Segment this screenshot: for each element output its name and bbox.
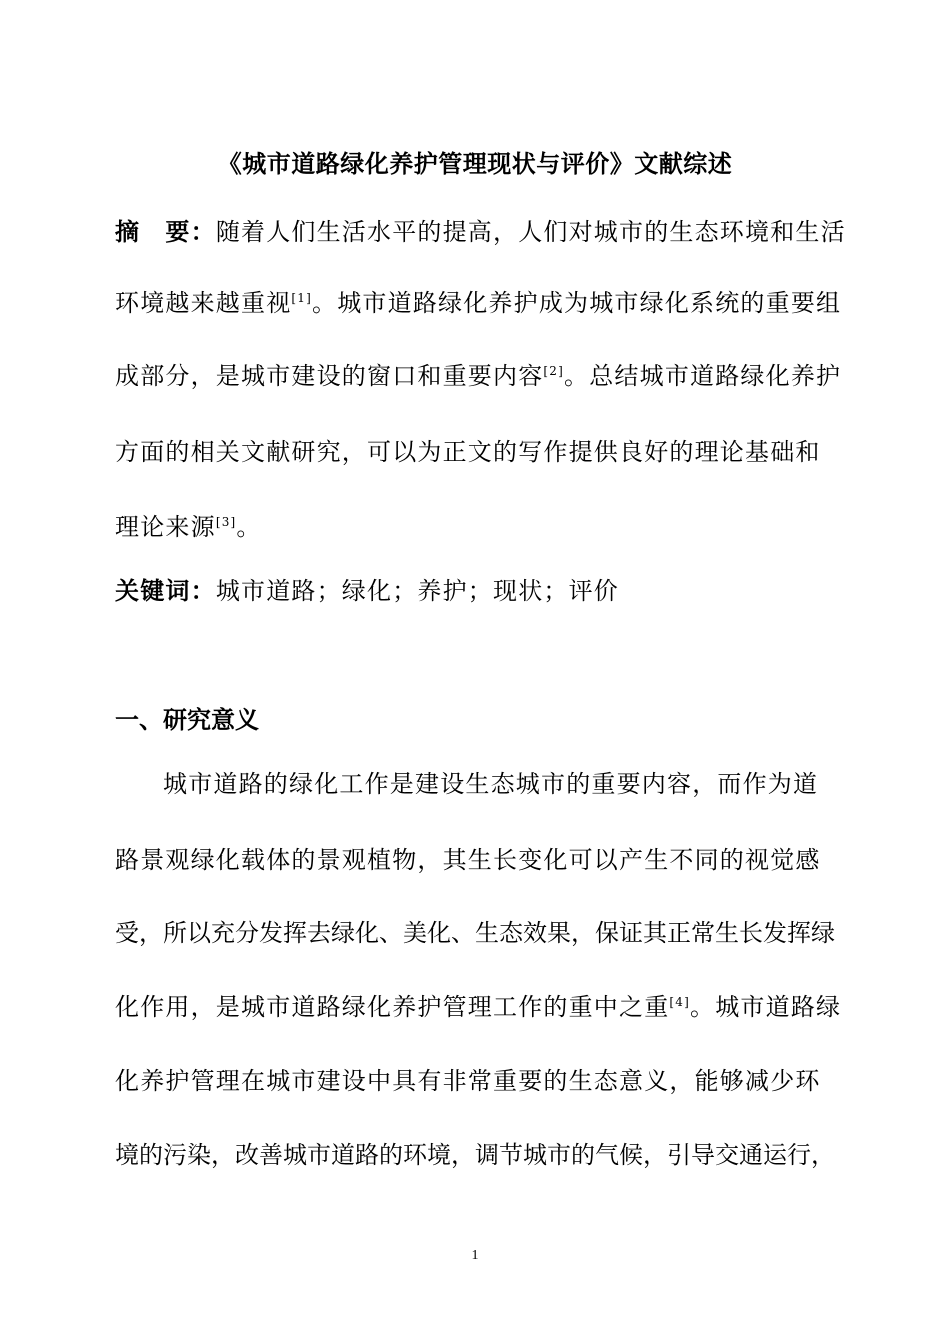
paragraph-text: 化作用，是城市道路绿化养护管理工作的重中之重: [115, 993, 670, 1021]
abstract-text: 。城市道路绿化养护成为城市绿化系统的重要组: [312, 289, 842, 317]
section-line-6: [115, 1135, 837, 1170]
citation-ref: [2]: [543, 364, 565, 378]
paragraph-text: 境的污染，改善城市道路的环境，调节城市的气候，引导交通运行，: [115, 1141, 835, 1169]
abstract-line-4: [115, 432, 837, 467]
abstract-text: 环境越来越重视: [115, 289, 292, 317]
abstract-text: 。总结城市道路绿化养护: [564, 362, 842, 390]
abstract-line-5: [115, 507, 837, 542]
document-title: 《城市道路绿化养护管理现状与评价》文献综述: [217, 150, 733, 178]
paragraph-text: 路景观绿化载体的景观植物，其生长变化可以产生不同的视觉感: [115, 846, 821, 874]
section-line-1: [163, 764, 837, 799]
section-line-4: [115, 987, 842, 1022]
abstract-text: 随着人们生活水平的提高，人们对城市的生态环境和生活: [215, 218, 846, 246]
section-heading: 一、研究意义: [115, 706, 259, 734]
keywords-line: [115, 571, 837, 606]
abstract-line-2: [115, 283, 842, 318]
paragraph-text: 城市道路的绿化工作是建设生态城市的重要内容，而作为道: [163, 770, 819, 798]
keywords-text: 城市道路；绿化；养护；现状；评价: [215, 577, 620, 605]
paragraph-text: 化养护管理在城市建设中具有非常重要的生态意义，能够减少环: [115, 1067, 821, 1095]
abstract-line-1: [115, 212, 846, 247]
citation-ref: [4]: [669, 995, 691, 1009]
section-line-2: [115, 840, 837, 875]
abstract-text: 方面的相关文献研究，可以为正文的写作提供良好的理论基础和: [115, 438, 821, 466]
paragraph-text: 受，所以充分发挥去绿化、美化、生态效果，保证其正常生长发挥绿: [115, 919, 835, 947]
paragraph-text: 。城市道路绿: [690, 993, 842, 1021]
abstract-line-3: [115, 356, 842, 391]
abstract-text: 理论来源: [115, 513, 216, 541]
abstract-text: 成部分，是城市建设的窗口和重要内容: [115, 362, 544, 390]
abstract-text: 。: [236, 513, 262, 541]
section-line-3: [115, 913, 837, 948]
section-line-5: [115, 1061, 837, 1096]
citation-ref: [3]: [215, 515, 237, 529]
keywords-label: 关键词：: [115, 577, 216, 605]
page-number: 1: [471, 1248, 479, 1263]
citation-ref: [1]: [291, 291, 313, 305]
abstract-label: 摘 要：: [115, 218, 216, 246]
